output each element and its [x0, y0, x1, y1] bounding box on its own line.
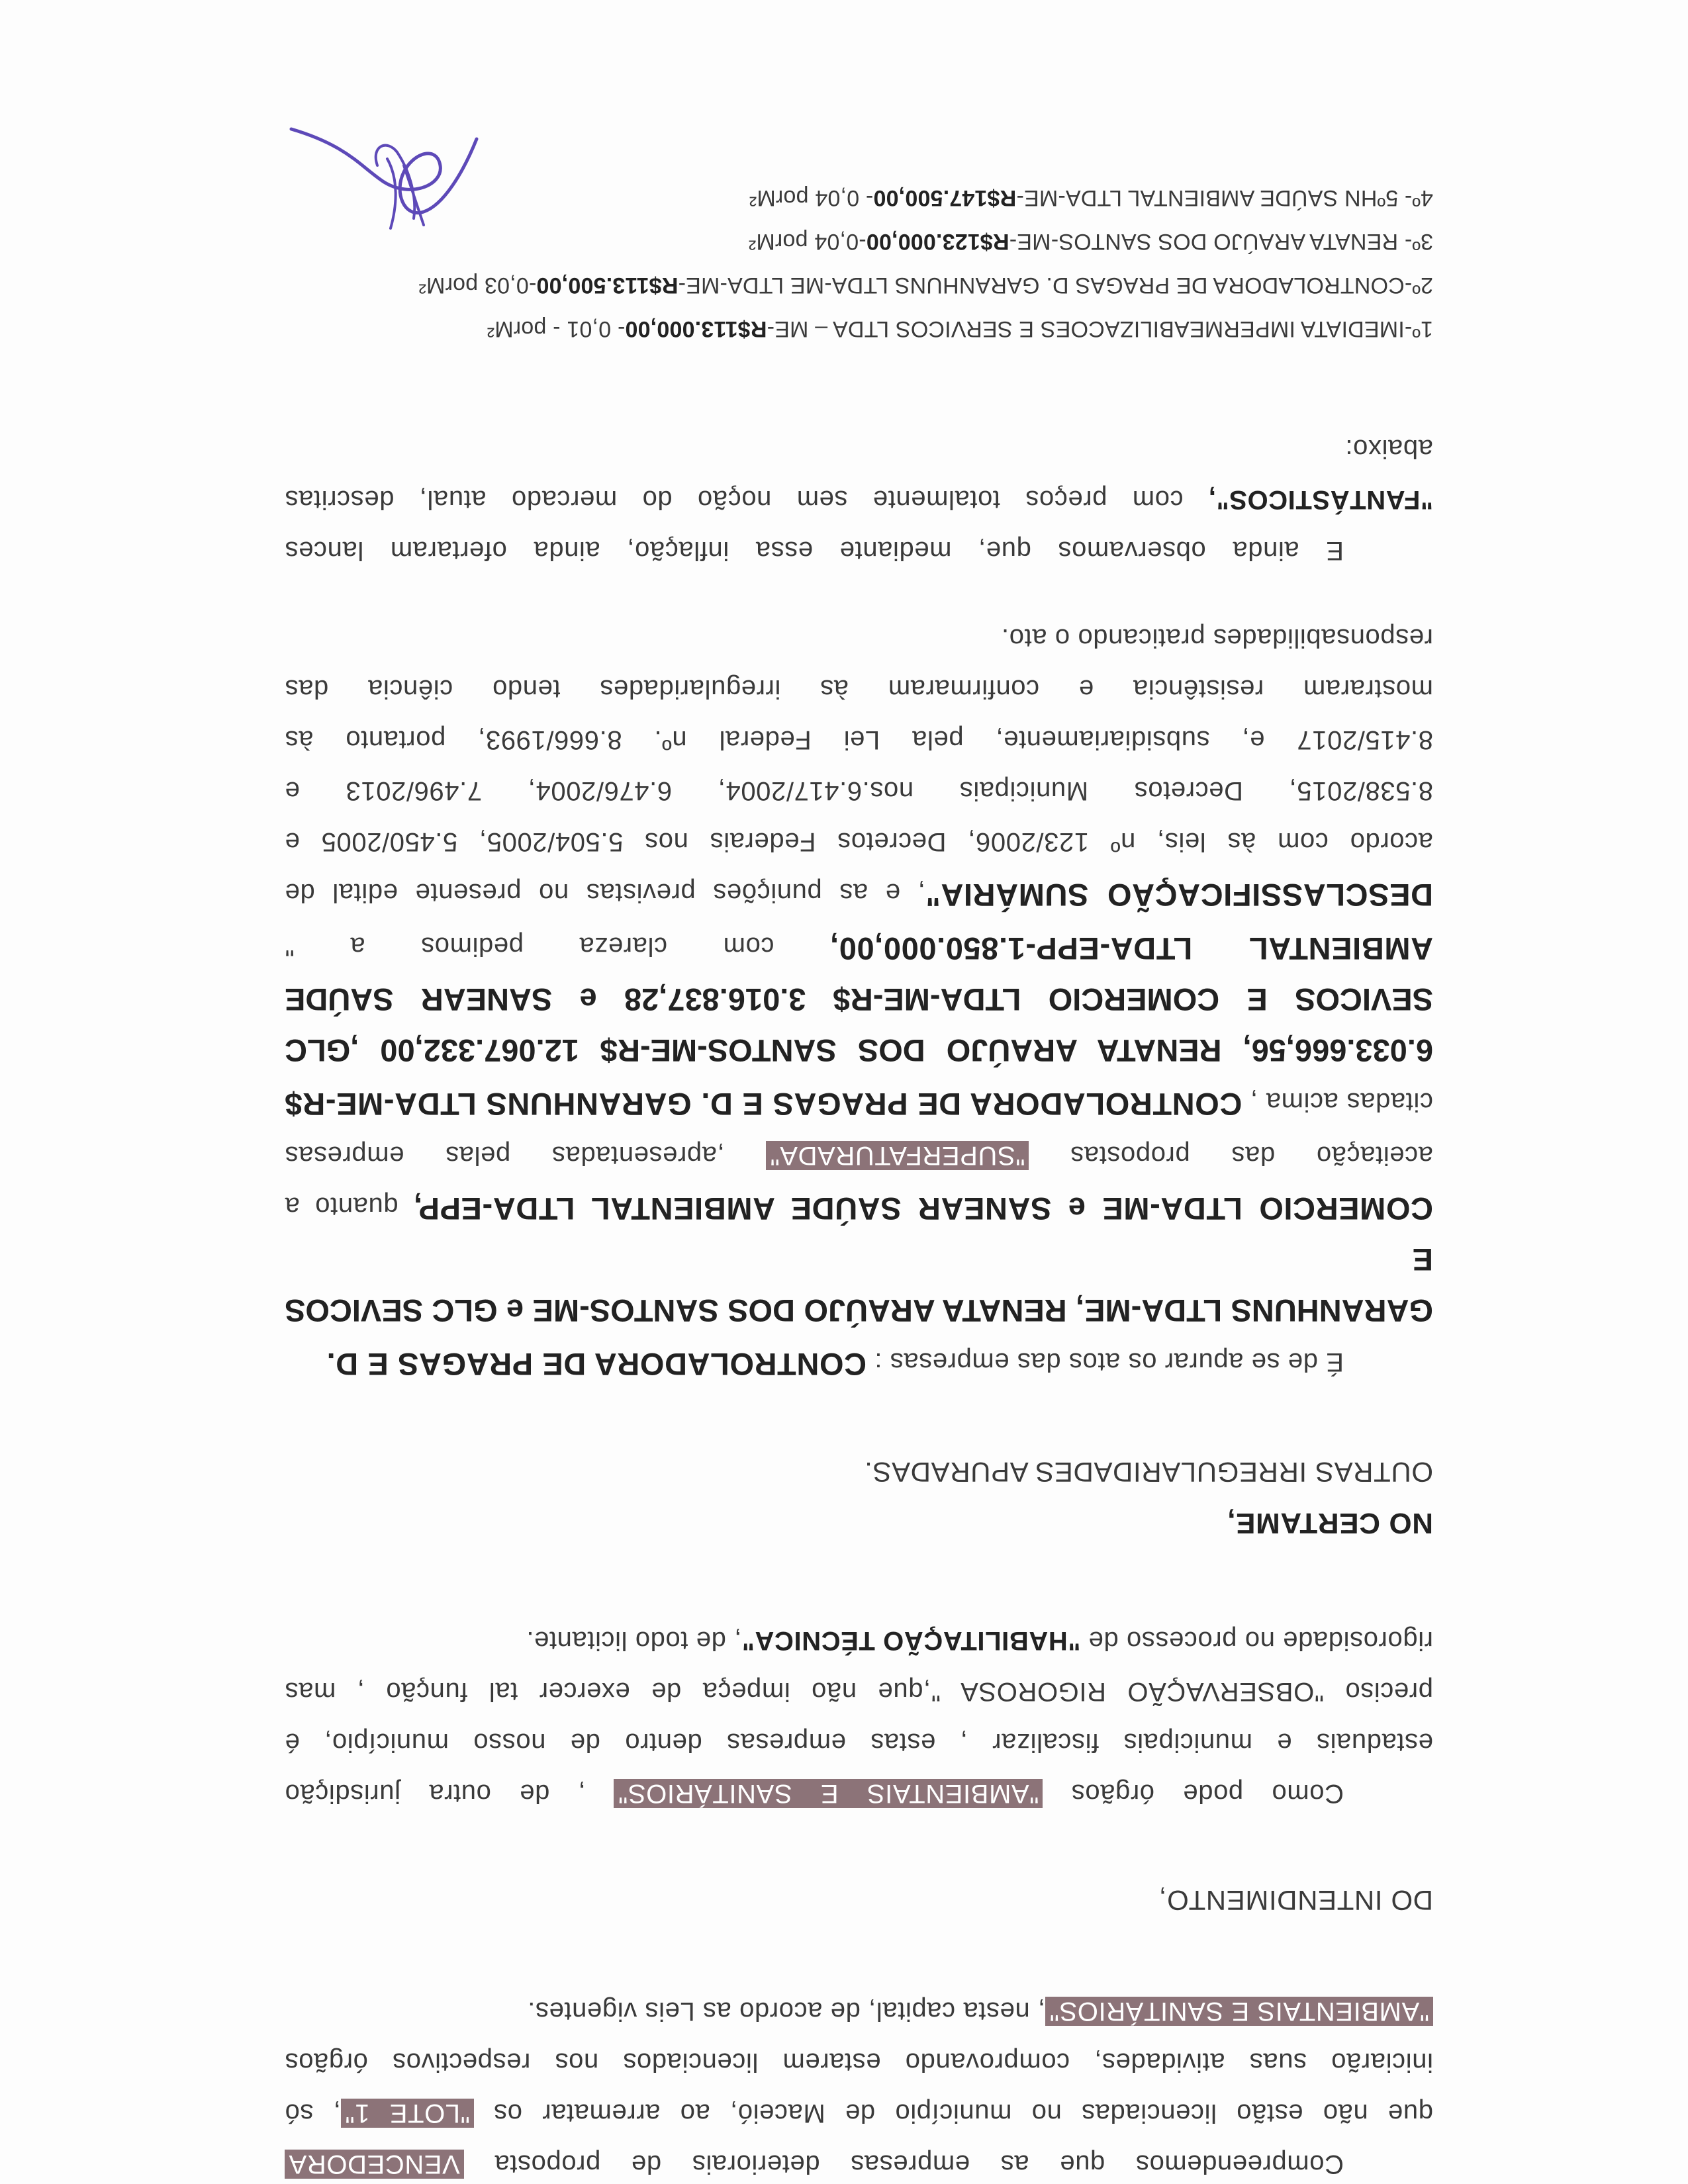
- paragraph-line: COMERCIO LTDA-ME e SANEAR SAÚDE AMBIENTAL LTDA-EPP, quanto a: [285, 1191, 1433, 1226]
- paragraph-line: 6.033.666,56, RENATA ARAÚJO DOS SANTOS-ME-R$ 12.067.332,00 ,GLC: [285, 1033, 1433, 1068]
- section-heading-intendimento: DO INTENDIMENTO,: [1158, 1885, 1433, 1916]
- paragraph-jurisdiction: [285, 1615, 1433, 1819]
- paragraph-line: rigorosidade no processo de "HABILITAÇÃO TÉCNICA", de todo licitante.: [526, 1626, 1433, 1655]
- bid-item: 4º- 5ºHN SAÚDE AMBIENTAL LTDA-ME-R$147.500,00- 0,04 porM²: [749, 185, 1433, 210]
- handwritten-signature: [285, 106, 503, 245]
- paragraph-line: 8.538/2015, Decretos Municipais nos.6.417/2004, 6.476/2004, 7.496/2013 e: [285, 776, 1433, 805]
- bid-item: 1º-IMEDIATA IMPERMEABILIZACOES E SERVICOS LTDA – ME-R$113.000,00- 0,01 - porM²: [487, 316, 1433, 341]
- highlighted-term: VENCEDORA: [285, 2150, 464, 2179]
- highlighted-term: "AMBIENTAIS E SANITÁRIOS": [1045, 1997, 1433, 2026]
- paragraph-line: acordo com às leis, nº 123/2006, Decretos Federais nos 5.504/2005, 5.450/2005 e: [285, 827, 1433, 856]
- paragraph-line: responsabilidades praticando o ato.: [1001, 623, 1433, 653]
- paragraph-irregularities: [285, 612, 1433, 1390]
- bid-item: 2º-CONTROLADORA DE PRAGAS D. GARANHUNS LTDA-ME LTDA-ME-R$113.500,00-0,03 porM²: [418, 273, 1433, 298]
- paragraph-line: Como pode órgãos "AMBIENTAIS E SANITÁRIOS" , de outra jurisdição: [285, 1779, 1344, 1808]
- highlighted-term: "LOTE 1": [341, 2099, 474, 2128]
- paragraph-line: DESCLASSIFICAÇÃO SUMÁRIA", e as punições previstas no presente edital de: [285, 878, 1433, 913]
- paragraph-fantastic-bids: [285, 423, 1433, 576]
- paragraph-line: mostraram resistência e confirmaram às irregularidades tendo ciência das: [285, 674, 1433, 704]
- paragraph-line: GARANHUNS LTDA-ME, RENATA ARAÚJO DOS SANTOS-ME e GLC SEVICOS E: [285, 1242, 1433, 1328]
- paragraph-line: "FANTÁSTICOS", com preços totalmente sem noção do mercado atual, descritas: [285, 485, 1433, 514]
- section-heading-irregularidades: OUTRAS IRREGULARIDADES APURADAS.: [864, 1457, 1433, 1488]
- section-heading-certame: NO CERTAME,: [1227, 1507, 1433, 1539]
- signature-stroke: [291, 129, 477, 213]
- paragraph-line: E ainda observamos que, mediante essa inflação, ainda ofertaram lances: [285, 536, 1344, 565]
- paragraph-line: estaduais e municipais fiscalizar , estas empresas dentro de nosso município, é: [285, 1728, 1433, 1757]
- bid-item: 3º- RENATA ARAÚJO DOS SANTOS-ME-R$123.000,00-0,04 porM²: [748, 229, 1433, 254]
- paragraph-line: que não estão licenciadas no município de Maceió, ao arrematar os "LOTE 1", só: [284, 2099, 1433, 2128]
- highlighted-term: "AMBIENTAIS E SANITÁRIOS": [614, 1779, 1043, 1808]
- paragraph-licensing: [285, 1985, 1433, 2184]
- paragraph-line: citadas acima , CONTROLADORA DE PRAGAS E D. GARANHUNS LTDA-ME-R$: [284, 1087, 1433, 1122]
- paragraph-line: É de se apurar os atos das empresas : CONTROLADORA DE PRAGAS E D.: [326, 1347, 1344, 1382]
- paragraph-line: iniciarão suas atividades, comprovando estarem licenciados nos respectivos órgãos: [285, 2048, 1433, 2077]
- paragraph-line: preciso "OBSERVAÇÃO RIGOROSA ",que não impeça de exercer tal função , mas: [285, 1677, 1433, 1706]
- paragraph-line: SEVICOS E COMERCIO LTDA-ME-R$ 3.016.837,28 e SANEAR SAÚDE: [285, 982, 1433, 1017]
- paragraph-line: AMBIENTAL LTDA-EPP-1.850.000,00, com clareza pedimos a ": [285, 931, 1433, 966]
- paragraph-line: 8.415/2017 e, subsidiariamente, pela Lei Federal nº. 8.666/1993, portanto às: [285, 725, 1433, 754]
- paragraph-line: "AMBIENTAIS E SANITÁRIOS", nesta capital, de acordo as Leis vigentes.: [285, 1985, 1433, 2036]
- highlighted-term: "SUPERFATURADA": [766, 1141, 1029, 1170]
- paragraph-line: abaixo:: [1344, 434, 1433, 463]
- signature-stroke: [387, 159, 424, 228]
- paragraph-line: aceitação das propostas "SUPERFATURADA" ,apresentadas pelas empresas: [285, 1141, 1433, 1170]
- paragraph-line: Compreendemos que as empresas deteriorais de proposta VENCEDORA: [285, 2138, 1433, 2184]
